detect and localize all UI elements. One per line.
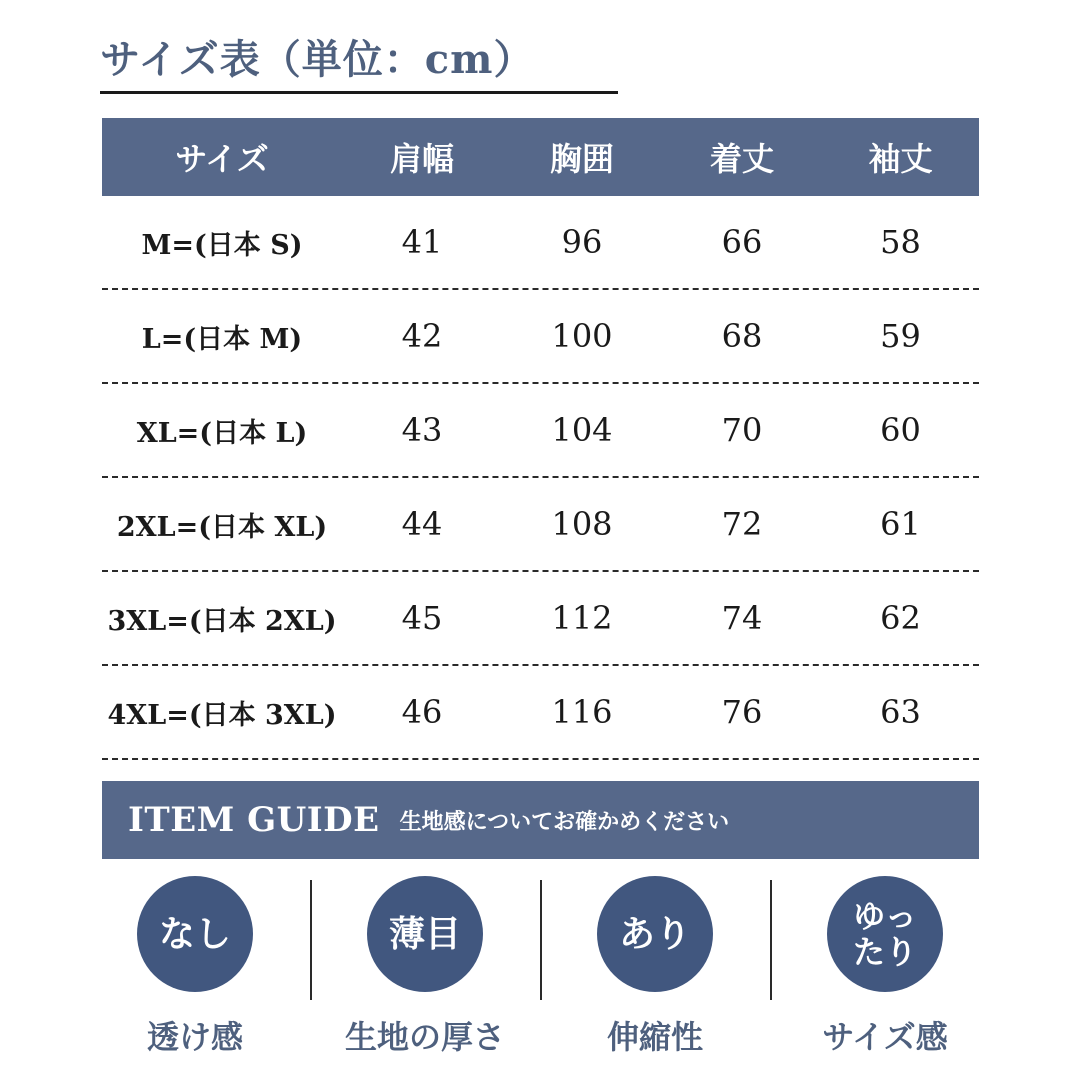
size-table bbox=[102, 118, 979, 760]
attribute-label: 生地の厚さ bbox=[344, 1018, 505, 1056]
table-header bbox=[102, 118, 979, 196]
row-sleeve: 62 bbox=[880, 599, 921, 637]
row-shoulder: 45 bbox=[401, 599, 443, 637]
attribute-value-badge: 薄目 bbox=[367, 876, 483, 992]
row-chest: 96 bbox=[561, 223, 603, 261]
row-length: 68 bbox=[721, 317, 763, 355]
attribute-value-badge: ゆっ たり bbox=[827, 876, 943, 992]
attribute-value-badge: なし bbox=[137, 876, 253, 992]
page-title: サイズ表（単位：cm） bbox=[100, 36, 535, 83]
row-sleeve: 61 bbox=[880, 505, 921, 543]
item-guide-bar bbox=[102, 781, 979, 859]
row-chest: 100 bbox=[551, 317, 613, 355]
row-length: 72 bbox=[721, 505, 763, 543]
row-sleeve: 60 bbox=[880, 411, 921, 449]
row-sleeve: 59 bbox=[880, 317, 921, 355]
row-chest: 116 bbox=[551, 693, 613, 731]
row-length: 74 bbox=[721, 599, 763, 637]
header-chest: 胸囲 bbox=[549, 140, 614, 178]
attribute-label: サイズ感 bbox=[822, 1018, 948, 1056]
table-row bbox=[102, 666, 979, 760]
row-shoulder: 41 bbox=[401, 223, 443, 261]
row-size: XL=(日本 L) bbox=[136, 417, 308, 449]
row-length: 70 bbox=[721, 411, 763, 449]
row-size: 2XL=(日本 XL) bbox=[116, 511, 328, 543]
table-row bbox=[102, 196, 979, 290]
item-guide-subtitle: 生地感についてお確かめください bbox=[399, 808, 730, 835]
row-shoulder: 44 bbox=[401, 505, 443, 543]
attribute-value-badge: あり bbox=[597, 876, 713, 992]
header-shoulder: 肩幅 bbox=[389, 140, 454, 178]
header-size: サイズ bbox=[175, 140, 269, 178]
fabric-attributes bbox=[80, 876, 1000, 1066]
row-shoulder: 43 bbox=[401, 411, 443, 449]
attribute-transparency bbox=[80, 876, 310, 1066]
row-shoulder: 42 bbox=[401, 317, 443, 355]
header-sleeve: 袖丈 bbox=[868, 140, 933, 178]
attribute-label: 伸縮性 bbox=[606, 1018, 703, 1056]
row-size: 4XL=(日本 3XL) bbox=[107, 699, 337, 731]
table-row bbox=[102, 478, 979, 572]
row-length: 76 bbox=[721, 693, 763, 731]
row-chest: 104 bbox=[551, 411, 613, 449]
table-row bbox=[102, 572, 979, 666]
attribute-stretch bbox=[540, 876, 770, 1066]
attribute-fit bbox=[770, 876, 1000, 1066]
attribute-label: 透け感 bbox=[146, 1018, 243, 1056]
table-row bbox=[102, 384, 979, 478]
row-length: 66 bbox=[721, 223, 763, 261]
header-length: 着丈 bbox=[709, 140, 774, 178]
item-guide-title: ITEM GUIDE bbox=[128, 800, 380, 840]
row-chest: 108 bbox=[551, 505, 613, 543]
row-chest: 112 bbox=[551, 599, 613, 637]
row-sleeve: 58 bbox=[880, 223, 921, 261]
attribute-thickness bbox=[310, 876, 540, 1066]
row-size: M=(日本 S) bbox=[141, 229, 303, 261]
title-underline bbox=[100, 91, 618, 94]
row-size: L=(日本 M) bbox=[141, 323, 303, 355]
table-row bbox=[102, 290, 979, 384]
row-shoulder: 46 bbox=[401, 693, 443, 731]
row-sleeve: 63 bbox=[880, 693, 921, 731]
row-size: 3XL=(日本 2XL) bbox=[107, 605, 337, 637]
